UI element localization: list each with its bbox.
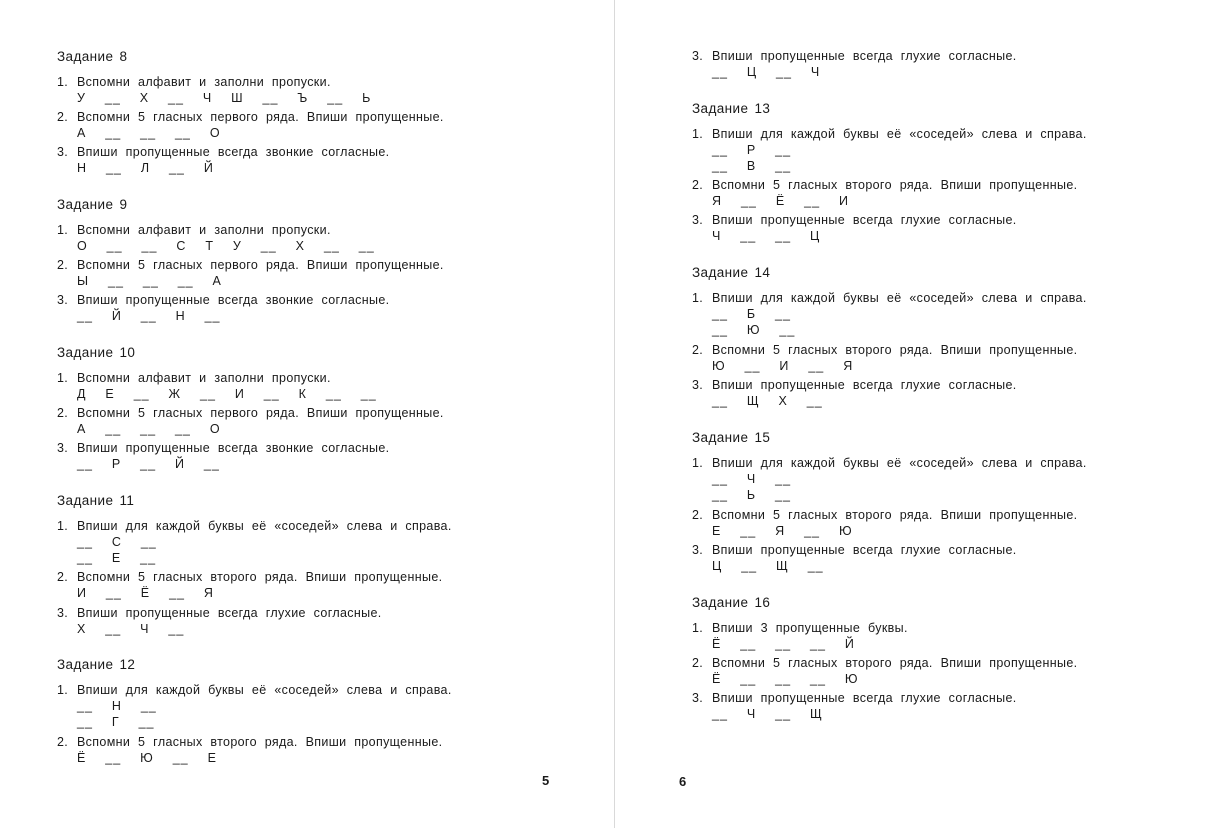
item-number: 2. (692, 656, 704, 670)
answer-line: Д Е __ Ж __ И __ К __ __ (77, 387, 377, 401)
task-item (692, 378, 1017, 392)
item-instruction: Впиши для каждой буквы её «соседей» слева и справа. (712, 456, 1087, 470)
task-item (692, 213, 1017, 227)
item-number: 1. (692, 291, 704, 305)
answer-line: Е __ Я __ Ю (712, 524, 853, 538)
item-instruction: Впиши для каждой буквы её «соседей» слева и справа. (712, 291, 1087, 305)
item-instruction: Впиши пропущенные всегда глухие согласные. (712, 543, 1017, 557)
answer-line: О __ __ С Т У __ Х __ __ (77, 239, 375, 253)
item-instruction: Вспомни алфавит и заполни пропуски. (77, 371, 331, 385)
answer-line: __ В __ (712, 159, 792, 173)
answer-line: У __ Х __ Ч Ш __ Ъ __ Ь (77, 91, 372, 105)
item-instruction: Вспомни алфавит и заполни пропуски. (77, 223, 331, 237)
item-number: 2. (57, 406, 69, 420)
answer-line: __ С __ (77, 535, 157, 549)
item-instruction: Вспомни алфавит и заполни пропуски. (77, 75, 331, 89)
task-item (57, 735, 442, 749)
task-title: Задание 11 (57, 493, 135, 508)
answer-line: __ Щ Х __ (712, 394, 823, 408)
task-item (692, 343, 1077, 357)
answer-line: Ы __ __ __ А (77, 274, 222, 288)
task-item (57, 683, 452, 697)
answer-line: Х __ Ч __ (77, 622, 185, 636)
task-title: Задание 12 (57, 657, 136, 672)
task-item (692, 691, 1017, 705)
answer-line: Ё __ __ __ Ю (712, 672, 859, 686)
item-instruction: Впиши пропущенные всегда глухие согласные. (77, 606, 382, 620)
answer-line: __ Й __ Н __ (77, 309, 221, 323)
page-number: 6 (679, 774, 687, 789)
item-number: 1. (57, 75, 69, 89)
task-item (57, 145, 389, 159)
task-item (57, 441, 389, 455)
item-number: 3. (692, 49, 704, 63)
item-number: 2. (57, 258, 69, 272)
page-number: 5 (542, 773, 550, 788)
answer-line: __ Р __ (712, 143, 792, 157)
task-title: Задание 9 (57, 197, 128, 212)
task-title: Задание 15 (692, 430, 771, 445)
item-instruction: Вспомни 5 гласных первого ряда. Впиши пропущенные. (77, 110, 444, 124)
item-instruction: Впиши для каждой буквы её «соседей» слева и справа. (77, 683, 452, 697)
item-instruction: Вспомни 5 гласных второго ряда. Впиши пропущенные. (77, 735, 443, 749)
item-number: 3. (692, 691, 704, 705)
item-instruction: Впиши пропущенные всегда звонкие согласные. (77, 145, 390, 159)
item-instruction: Впиши пропущенные всегда глухие согласные. (712, 49, 1017, 63)
left-page (0, 0, 615, 828)
item-instruction: Впиши пропущенные всегда звонкие согласные. (77, 441, 390, 455)
task-title: Задание 13 (692, 101, 771, 116)
item-number: 3. (57, 441, 69, 455)
item-instruction: Вспомни 5 гласных второго ряда. Впиши пропущенные. (712, 343, 1078, 357)
item-instruction: Вспомни 5 гласных первого ряда. Впиши пропущенные. (77, 258, 444, 272)
task-item (692, 178, 1077, 192)
item-number: 3. (692, 378, 704, 392)
answer-line: __ Ь __ (712, 488, 791, 502)
task-item (692, 127, 1087, 141)
item-instruction: Вспомни 5 гласных второго ряда. Впиши пропущенные. (712, 508, 1078, 522)
answer-line: __ Р __ Й __ (77, 457, 220, 471)
answer-line: __ Г __ (77, 715, 155, 729)
task-item (692, 49, 1017, 63)
item-number: 3. (692, 543, 704, 557)
answer-line: __ Ю __ (712, 323, 796, 337)
task-title: Задание 10 (57, 345, 136, 360)
item-number: 2. (692, 508, 704, 522)
item-instruction: Вспомни 5 гласных первого ряда. Впиши пропущенные. (77, 406, 444, 420)
task-item (57, 293, 389, 307)
item-number: 1. (57, 683, 69, 697)
item-number: 1. (692, 127, 704, 141)
item-instruction: Впиши пропущенные всегда глухие согласные. (712, 691, 1017, 705)
task-item (692, 456, 1087, 470)
right-page (615, 0, 1231, 828)
task-title: Задание 16 (692, 595, 771, 610)
task-item (57, 606, 382, 620)
item-number: 3. (692, 213, 704, 227)
task-title: Задание 14 (692, 265, 771, 280)
item-instruction: Впиши пропущенные всегда глухие согласные. (712, 378, 1017, 392)
item-number: 1. (57, 519, 69, 533)
answer-line: __ Ц __ Ч (712, 65, 821, 79)
item-number: 2. (57, 570, 69, 584)
item-instruction: Впиши пропущенные всегда глухие согласные. (712, 213, 1017, 227)
task-item (692, 291, 1087, 305)
item-instruction: Впиши для каждой буквы её «соседей» слева и справа. (77, 519, 452, 533)
item-number: 2. (57, 735, 69, 749)
task-item (57, 371, 331, 385)
answer-line: __ Ч __ (712, 472, 792, 486)
item-number: 1. (692, 621, 704, 635)
item-number: 2. (692, 178, 704, 192)
answer-line: Ю __ И __ Я (712, 359, 854, 373)
answer-line: Ё __ __ __ Й (712, 637, 855, 651)
task-item (57, 406, 444, 420)
item-instruction: Вспомни 5 гласных второго ряда. Впиши пропущенные. (77, 570, 443, 584)
answer-line: __ Б __ (712, 307, 791, 321)
task-item (692, 543, 1017, 557)
task-item (57, 75, 331, 89)
answer-line: Ё __ Ю __ Е (77, 751, 217, 765)
item-instruction: Вспомни 5 гласных второго ряда. Впиши пропущенные. (712, 178, 1078, 192)
item-number: 1. (57, 371, 69, 385)
item-number: 2. (692, 343, 704, 357)
task-item (692, 621, 908, 635)
task-item (57, 258, 444, 272)
answer-line: __ Н __ (77, 699, 157, 713)
answer-line: И __ Ё __ Я (77, 586, 214, 600)
answer-line: __ Е __ (77, 551, 157, 565)
item-number: 1. (692, 456, 704, 470)
task-item (57, 110, 444, 124)
answer-line: Ч __ __ Ц (712, 229, 821, 243)
item-number: 1. (57, 223, 69, 237)
item-number: 3. (57, 606, 69, 620)
task-item (57, 223, 331, 237)
item-instruction: Впиши 3 пропущенные буквы. (712, 621, 908, 635)
answer-line: Н __ Л __ Й (77, 161, 214, 175)
item-instruction: Впиши пропущенные всегда звонкие согласные. (77, 293, 390, 307)
answer-line: А __ __ __ О (77, 422, 221, 436)
item-instruction: Впиши для каждой буквы её «соседей» слева и справа. (712, 127, 1087, 141)
item-number: 2. (57, 110, 69, 124)
task-item (692, 508, 1077, 522)
answer-line: Я __ Ё __ И (712, 194, 849, 208)
task-title: Задание 8 (57, 49, 128, 64)
item-number: 3. (57, 145, 69, 159)
task-item (692, 656, 1077, 670)
task-item (57, 570, 442, 584)
answer-line: __ Ч __ Щ (712, 707, 823, 721)
answer-line: Ц __ Щ __ (712, 559, 824, 573)
item-number: 3. (57, 293, 69, 307)
answer-line: А __ __ __ О (77, 126, 221, 140)
item-instruction: Вспомни 5 гласных второго ряда. Впиши пропущенные. (712, 656, 1078, 670)
task-item (57, 519, 452, 533)
